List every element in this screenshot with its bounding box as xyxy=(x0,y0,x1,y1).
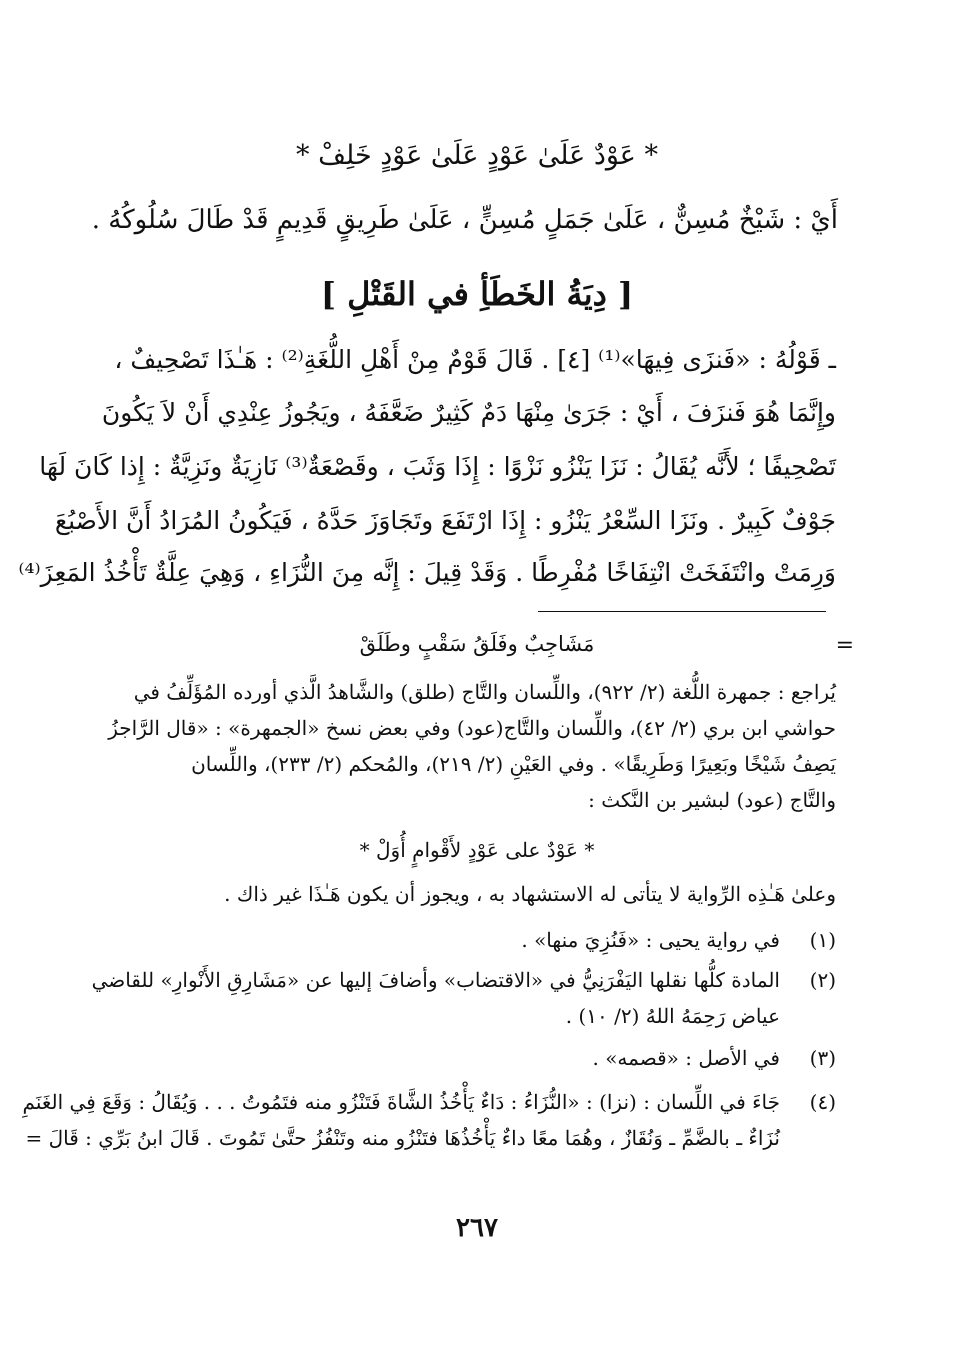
footnote-text: عياض رَحِمَهُ اللهُ (٢/ ١٠) . xyxy=(565,1004,780,1028)
footnote-verse: مَشَاجِبٌ وفَلَقُ سَقْبٍ وطَلَقْ xyxy=(359,632,595,656)
footnote-text: المادة كلُّها نقلها اليَفْرَنِيُّ في «الاقتضاب» وأضافَ إليها عن «مَشَارِقِ الأَنْوارِ» للقاضي xyxy=(91,968,780,992)
body-line: جَوْفٌ كَبِيرٌ . ونَزَا السِّعْرُ يَنْزُو : إِذَا ارْتَفَعَ وتَجَاوَزَ حَدَّهُ ، فَيَكُونُ المُرَادُ أَنَّ الأَصْبُعَ xyxy=(54,506,836,535)
footnote-number: (٢) xyxy=(809,968,836,992)
footnote-line: وعلىٰ هَـٰذِه الرِّواية لا يتأتى له الاستشهاد به ، ويجوز أن يكون هَـٰذَا غير ذاك . xyxy=(224,882,836,906)
poetry-verse: * عَوْدٌ عَلَىٰ عَوْدٍ عَلَىٰ عَوْدٍ خَلِفْ * xyxy=(295,140,658,171)
body-line: وَرِمَتْ وانْتَفَخَتْ انْتِفَاخًا مُفْرِطًا . وَقَدْ قِيلَ : إِنَّه مِنَ النُّزَاءِ ، وَهِيَ عِلَّةٌ تَأْخُذُ المَعِزَ⁽⁴⁾ xyxy=(18,558,836,587)
verse-gloss: أَيْ : شَيْخٌ مُسِنٌّ ، عَلَىٰ جَمَلٍ مُسِنٍّ ، عَلَىٰ طَرِيقٍ قَدِيمٍ قَدْ طَالَ سُلُوكُهُ . xyxy=(91,205,838,235)
footnote-line: يَصِفُ شَيْخًا وبَعِيرًا وَطَرِيقًا» . وفي العَيْنِ (٢/ ٢١٩)، والمُحكم (٢/ ٢٣٣)، واللِّسان xyxy=(191,752,836,776)
footnote-separator xyxy=(538,611,826,612)
body-line: وإِنَّمَا هُوَ فَنزَفَ ، أَيْ : جَرَىٰ مِنْهَا دَمٌ كَثِيرٌ ضَعَّفَهُ ، ويَجُوزُ عِنْدِي أَنْ لاَ يَكُونَ xyxy=(101,398,836,427)
footnote-line: حواشي ابن بري (٢/ ٤٢)، واللِّسان والتَّاج(عود) وفي بعض نسخ «الجمهرة» : «قال الرَّاجزُ xyxy=(108,716,836,740)
footnote-number: (٤) xyxy=(809,1090,836,1114)
section-heading: [ دِيَةُ الخَطَأِ في القَتْلِ ] xyxy=(320,275,634,313)
footnote-text: في رواية يحيى : «فَنُزِيَ منها» . xyxy=(521,928,780,952)
footnote-number: (١) xyxy=(809,928,836,952)
footnote-text: نُزَاءٌ ـ بالضَّمِّ ـ وَنُقَازٌ ، وهُمَا معًا داءٌ يَأْخُذُهَا فتَنْزُو منه وتَنْفُزُ حتَّىٰ تَمُوتَ . قَالَ ابنُ بَرِّي : قَالَ = xyxy=(25,1126,780,1150)
page-number: ٢٦٧ xyxy=(456,1213,498,1243)
footnote-text: جَاءَ في اللِّسان : (نزا) : «النُّزَاءُ : دَاءٌ يَأْخُذُ الشَّاةَ فَتَنْزُو منه فتَمُوتُ . . . وَيُقَالُ : وَقَعَ فِي الغَنَمِ xyxy=(22,1090,780,1114)
footnote-line: يُراجع : جمهرة اللُّغة (٢/ ٩٢٢)، واللِّسان والتَّاج (طلق) والشَّاهدُ الَّذي أورده المُؤَلِّفُ في xyxy=(133,680,836,704)
footnote-verse: * عَوْدٌ على عَوْدٍ لأَقْوامٍ أُوَلْ * xyxy=(359,838,595,862)
footnote-text: في الأصل : «قصمه» . xyxy=(592,1046,780,1070)
body-line: ـ قَوْلُهُ : «فَنزَى فِيهَا»⁽¹⁾ [٤] . قَالَ قَوْمٌ مِنْ أَهْلِ اللُّغَةِ⁽²⁾ : هَـٰذَا تَصْحِيفٌ ، xyxy=(114,345,836,374)
continuation-mark: = xyxy=(835,633,854,658)
footnote-number: (٣) xyxy=(809,1046,836,1070)
footnote-line: والتَّاج (عود) لبشير بن النَّكث : xyxy=(588,788,836,812)
body-line: تَصْحِيفًا ؛ لأَنَّه يُقَالُ : نَزَا يَنْزُو نَزْوًا : إِذَا وَثَبَ ، وقَصْعَةٌ⁽³⁾ نَازِيَةٌ ونَزِيَّةٌ : إِذا كَانَ لَهَا xyxy=(39,452,836,481)
